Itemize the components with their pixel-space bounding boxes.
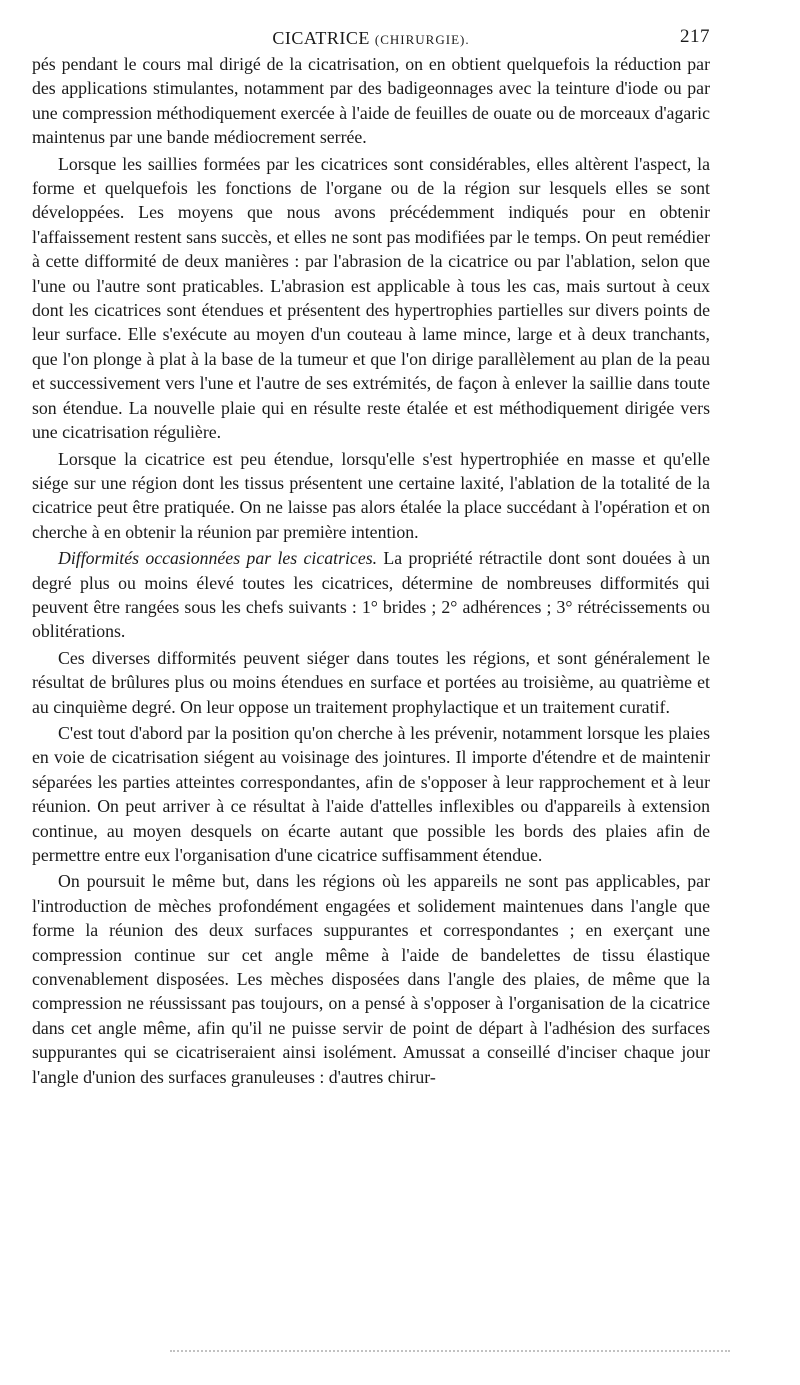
section-heading: Difformités occasionnées par les cicatrices.: [58, 548, 378, 569]
paragraph-difformites: [32, 546, 710, 644]
paragraph-meches: On poursuit le même but, dans les régions où les appareils ne sont pas applicables, par l'introduction de mèches profondément engagées et solidement maintenues dans l'angle que forme la réunion des deux surfaces suppurantes et correspondantes ; en exerçant une compression continue sur cet angle même à l'aide de bandelettes de tissu élastique convenablement disposées. Les mèches disposées dans l'angle des plaies, de même que la compression ne réussissant pas toujours, on a pensé à s'opposer à l'organisation de la cicatrice dans cet angle même, afin qu'il ne puisse servir de point de départ à l'adhésion des surfaces suppurantes qui se cicatriseraient ainsi isolément. Amussat a conseillé d'inciser chaque jour l'angle d'union des surfaces granuleuses : d'autres chirur-: [32, 871, 710, 1087]
footer-artifact-rule: [170, 1350, 730, 1354]
paragraph-ablation: Lorsque la cicatrice est peu étendue, lorsqu'elle s'est hypertrophiée en masse et qu'elle siége sur une région dont les tissus présentent une certaine laxité, l'ablation de la totalité de la cicatrice peut être pratiquée. On ne laisse pas alors étalée la place succédant à l'opération et on cherche à en obtenir la réunion par première intention.: [32, 448, 710, 542]
paragraph-regions: Ces diverses difformités peuvent siéger dans toutes les régions, et sont généralement le résultat de brûlures plus ou moins étendues en surface et portées au troisième, au quatrième et au cinquième degré. On leur oppose un traitement prophylactique et un traitement curatif.: [32, 647, 710, 717]
header-title: CICATRICE: [272, 28, 370, 48]
running-header: [32, 22, 710, 52]
paragraph-position: C'est tout d'abord par la position qu'on cherche à les prévenir, notamment lorsque les plaies en voie de cicatrisation siégent au voisinage des jointures. Il importe d'étendre et de maintenir séparées les parties atteintes correspondantes, afin de s'opposer à leur rapprochement et à leur réunion. On peut arriver à ce résultat à l'aide d'attelles inflexibles ou d'appareils à extension continue, au moyen desquels on écarte autant que possible les bords des plaies afin de permettre entre eux l'organisation d'une cicatrice suffisamment étendue.: [32, 722, 710, 865]
running-title: [32, 28, 710, 49]
body-text: [32, 52, 710, 1089]
paragraph-abrasion: Lorsque les saillies formées par les cicatrices sont considérables, elles altèrent l'aspect, la forme et quelquefois les fonctions de l'organe ou de la région sur lesquels elles se sont développées. Les moyens que nous avons précédemment indiqués pour en obtenir l'affaissement restent sans succès, et elles ne sont pas modifiées par le temps. On peut remédier à cette difformité de deux manières : par l'abrasion de la cicatrice ou par l'ablation, selon que l'une ou l'autre sont praticables. L'abrasion est applicable à tous les cas, mais surtout à ceux dont les cicatrices sont étendues et présentent des hypertrophies partielles sur divers points de leur surface. Elle s'exécute au moyen d'un couteau à lame mince, large et à deux tranchants, que l'on plonge à plat à la base de la tumeur et que l'on dirige parallèlement au plan de la peau et successivement vers l'une et l'autre de ses extrémités, de façon à enlever la saillie dans toute son étendue. La nouvelle plaie qui en résulte reste étalée et est méthodiquement dirigée vers une cicatrisation régulière.: [32, 153, 710, 443]
header-subtitle: (CHIRURGIE).: [374, 32, 470, 47]
document-page: [32, 22, 710, 1089]
paragraph-difformites-text: La propriété rétractile dont sont douées à un degré plus ou moins élevé toutes les cicatrices, détermine de nombreuses difformités qui peuvent être rangées sous les chefs suivants : 1° brides ; 2° adhérences ; 3° rétrécissements ou oblitérations.: [32, 548, 710, 642]
paragraph-continued: pés pendant le cours mal dirigé de la cicatrisation, on en obtient quelquefois la réduction par des applications stimulantes, notamment par des badigeonnages avec la teinture d'iode ou par une compression méthodiquement exercée à l'aide de feuilles de ouate ou de morceaux d'agaric maintenus par une bande médiocrement serrée.: [32, 54, 710, 148]
page-number: 217: [680, 26, 710, 47]
